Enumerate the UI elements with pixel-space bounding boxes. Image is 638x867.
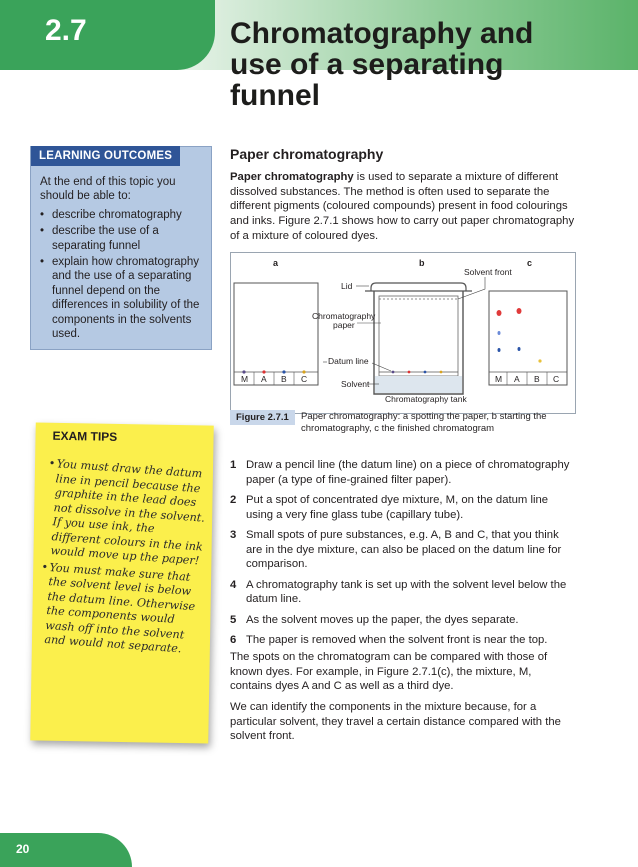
exam-tips-note <box>30 422 214 743</box>
label-solvent: Solvent <box>341 379 370 389</box>
intro-paragraph <box>230 170 578 244</box>
step-number: 2 <box>230 494 237 506</box>
step-text: Put a spot of concentrated dye mixture, M, on the datum line using a very fine glass tube (capillary tube). <box>246 494 549 521</box>
paper-a <box>234 283 318 385</box>
letter-c-c: C <box>553 374 560 384</box>
step-text: Small spots of pure substances, e.g. A, B and C, that you think are in the dye mixture, can also be placed on the datum line for comparison. <box>246 529 562 570</box>
page-number: 20 <box>16 842 30 856</box>
footer-tab <box>0 833 132 867</box>
intro-bold-term: Paper chromatography <box>230 171 354 183</box>
exam-tip-item: • You must make sure that the solvent level is below the datum line. Otherwise the components would wash off into the solvent and would not separate. <box>36 560 202 658</box>
step-number: 4 <box>230 578 237 591</box>
spot-m-dark <box>498 348 501 352</box>
exam-tips-heading: EXAM TIPS <box>52 428 118 444</box>
figure-label: Figure 2.7.1 <box>230 410 295 425</box>
learning-outcomes-intro: At the end of this topic you should be able to: <box>40 176 176 203</box>
letter-b-a: B <box>281 374 287 384</box>
exam-tip-item: • You must draw the datum line in pencil because the graphite in the lead does not dissolve in the solvent. If you use ink, the different colours in the ink would move up the paper! <box>42 457 209 569</box>
solvent <box>375 376 462 393</box>
letter-b-c: B <box>534 374 540 384</box>
figure-diagram <box>230 252 576 414</box>
learning-outcome-item: • explain how chromatography and the use of a separating funnel depend on the differences in solubility of the components in the solvents used. <box>40 255 210 341</box>
step-text: Draw a pencil line (the datum line) on a piece of chromatography paper (a type of fine-grained filter paper). <box>246 459 570 486</box>
page-title: Chromatography and use of a separating funnel <box>230 17 534 112</box>
section-number: 2.7 <box>45 14 87 47</box>
panel-c-label: c <box>527 258 533 268</box>
comparison-paragraph: The spots on the chromatogram can be compared with those of known dyes. For example, in Figure 2.7.1(c), the mixture, M, contains dyes A and C as well as a third dye. <box>230 651 548 692</box>
letter-c-a: C <box>301 374 308 384</box>
step-number: 5 <box>230 613 237 626</box>
step-text: A chromatography tank is set up with the solvent level below the datum line. <box>246 578 567 605</box>
paper-b <box>379 296 458 376</box>
step-text: As the solvent moves up the paper, the dyes separate. <box>246 613 519 626</box>
letter-a-a: A <box>261 374 267 384</box>
panel-a-label: a <box>273 258 279 268</box>
identification-paragraph: We can identify the components in the mixture because, for a particular solvent, they travel a certain distance compared with the solvent front. <box>230 701 561 742</box>
label-datum-line: Datum line <box>328 356 369 366</box>
chromatography-diagram <box>231 253 575 413</box>
steps-list <box>230 458 575 654</box>
section-heading: Paper chromatography <box>230 146 384 162</box>
letter-a-c: A <box>514 374 520 384</box>
label-chromatography-paper: Chromatography <box>312 311 376 321</box>
spot-m-red <box>497 310 502 316</box>
paper-c <box>489 291 567 385</box>
step-number: 1 <box>230 459 237 471</box>
section-number-tab <box>0 0 215 70</box>
spot-c-yellow <box>538 359 541 362</box>
figure-caption: Paper chromatography: a spotting the paper, b starting the chromatography, c the finished chromatogram <box>301 411 547 434</box>
learning-outcome-item: • describe the use of a separating funnel <box>40 224 210 253</box>
learning-outcomes-heading: LEARNING OUTCOMES <box>31 146 180 166</box>
intro-text: is used to separate a mixture of different dissolved substances. The method is often used to separate the different pigments (coloured compounds) present in food colourings and inks. Figure 2.7.1 shows how to carry out paper chromatography of a mixture of coloured dyes. <box>230 171 575 242</box>
spot-b-dark <box>518 347 521 351</box>
step-number: 6 <box>230 634 237 646</box>
label-chromatography-tank: Chromatography tank <box>385 394 467 404</box>
panel-b-label: b <box>419 258 425 268</box>
letter-m-c: M <box>495 374 503 384</box>
learning-outcomes-box <box>30 146 212 350</box>
spot-m-blue <box>498 331 501 335</box>
learning-outcome-item: • describe chromatography <box>40 208 210 222</box>
step-item <box>230 458 575 487</box>
letter-m-a: M <box>241 374 249 384</box>
spot-a-red <box>517 308 522 314</box>
step-number: 3 <box>230 529 237 541</box>
step-item <box>230 613 575 628</box>
step-text: The paper is removed when the solvent front is near the top. <box>246 634 548 646</box>
step-item <box>230 528 575 572</box>
step-item <box>230 633 575 648</box>
label-paper: paper <box>333 320 355 330</box>
tank-lid <box>371 283 466 291</box>
step-item <box>230 493 575 522</box>
label-solvent-front: Solvent front <box>464 267 512 277</box>
label-lid: Lid <box>341 281 353 291</box>
step-item <box>230 578 575 607</box>
